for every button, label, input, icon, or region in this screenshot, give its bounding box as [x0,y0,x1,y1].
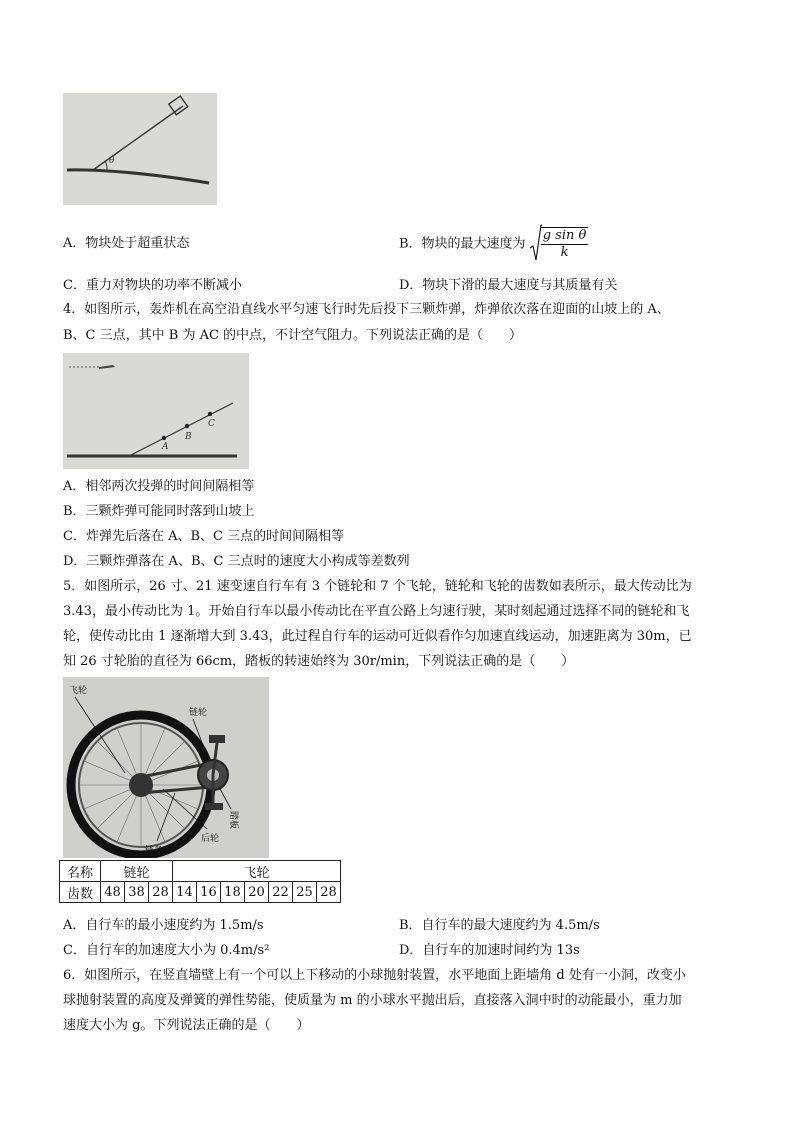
table-cell: 16 [197,882,221,903]
q4-label-a: A [162,442,169,452]
table-row [60,882,341,903]
q3-sqrt-expression [530,222,589,266]
q5-stem-line-2: 3.43，最小传动比为 1。开始自行车以最小传动比在平直公路上匀速行驶，某时刻起通过选择不同的链轮和飞 [63,604,690,619]
q5-figure [63,677,269,858]
table-cell: 25 [293,882,317,903]
table-cell: 22 [269,882,293,903]
q4-label-b: B [185,432,192,442]
label-rear-wheel: 后轮 [201,834,220,844]
label-pedal: 踏板 [228,811,238,830]
label-chain: 链条 [145,846,164,856]
q5-option-b: B．自行车的最大速度约为 4.5m/s [399,918,600,933]
q3-option-a: A．物块处于超重状态 [63,236,190,251]
table-cell: 28 [149,882,173,903]
q4-option-a: A．相邻两次投弹的时间间隔相等 [63,479,255,494]
table-cell: 38 [125,882,149,903]
q4-figure [63,353,249,469]
q5-option-d: D．自行车的加速时间约为 13s [399,943,580,958]
table-cell: 28 [317,882,341,903]
q4-bomber-drawing [63,353,249,469]
q3-angle-label: θ [109,156,115,166]
q4-stem-line-1: 4．如图所示，轰炸机在高空沿直线水平匀速飞行时先后投下三颗炸弹，炸弹依次落在迎面的山坡上的 A、 [63,302,670,317]
q6-stem-line-1: 6．如图所示，在竖直墙壁上有一个可以上下移动的小球抛射装置，水平地面上距墙角 d 处有一小洞，改变小 [63,968,686,983]
q3-incline-drawing [63,93,217,205]
q5-stem-line-1: 5．如图所示，26 寸、21 速变速自行车有 3 个链轮和 7 个飞轮，链轮和飞轮的齿数如表所示，最大传动比为 [63,579,692,594]
table-header-flywheel: 飞轮 [173,861,341,882]
q3-option-c: C．重力对物块的功率不断减小 [63,278,242,293]
q5-option-c: C．自行车的加速度大小为 0.4m/s² [63,943,270,958]
q3-option-b-denominator: k [541,244,589,261]
q3-option-b [399,222,588,267]
table-cell: 14 [173,882,197,903]
q4-label-c: C [208,419,215,429]
label-chainring: 链轮 [189,708,208,718]
q5-bicycle-drawing [63,677,269,858]
table-header-chainring: 链轮 [101,861,173,882]
table-cell: 20 [245,882,269,903]
table-cell: 18 [221,882,245,903]
table-label-teeth: 齿数 [60,882,101,903]
q3-figure [63,93,217,205]
airplane-icon [99,365,115,369]
q4-option-c: C．炸弹先后落在 A、B、C 三点的时间间隔相等 [63,529,345,544]
q5-stem-line-3: 轮，使传动比由 1 逐渐增大到 3.43，此过程自行车的运动可近似看作匀加速直线运动，加速距离为 30m，已 [63,629,692,644]
q6-stem-line-3: 速度大小为 g。下列说法正确的是（ ） [63,1018,310,1033]
point-c [208,412,212,416]
q3-option-b-prefix: B．物块的最大速度为 [399,236,526,252]
q4-option-d: D．三颗炸弹落在 A、B、C 三点时的速度大小构成等差数列 [63,554,410,569]
q3-option-b-numerator: g sin θ [542,227,587,243]
gear-teeth-table [59,860,341,903]
label-flywheel: 飞轮 [69,686,88,696]
q4-option-b: B．三颗炸弹可能同时落到山坡上 [63,504,255,519]
table-cell: 48 [101,882,125,903]
point-a [162,436,166,440]
q5-option-a: A．自行车的最小速度约为 1.5m/s [63,918,264,933]
table-row [60,861,341,882]
q4-stem-line-2: B、C 三点，其中 B 为 AC 的中点，不计空气阻力。下列说法正确的是（ ） [63,328,523,343]
q6-stem-line-2: 球抛射装置的高度及弹簧的弹性势能，使质量为 m 的小球水平抛出后，直接落入洞中时的动能最小，重力加 [63,993,682,1008]
q3-option-d: D．物块下滑的最大速度与其质量有关 [399,278,618,293]
q5-stem-line-4: 知 26 寸轮胎的直径为 66cm，踏板的转速始终为 30r/min，下列说法正确的是（ ） [63,654,575,669]
point-b [185,424,189,428]
table-header-name: 名称 [60,861,101,882]
